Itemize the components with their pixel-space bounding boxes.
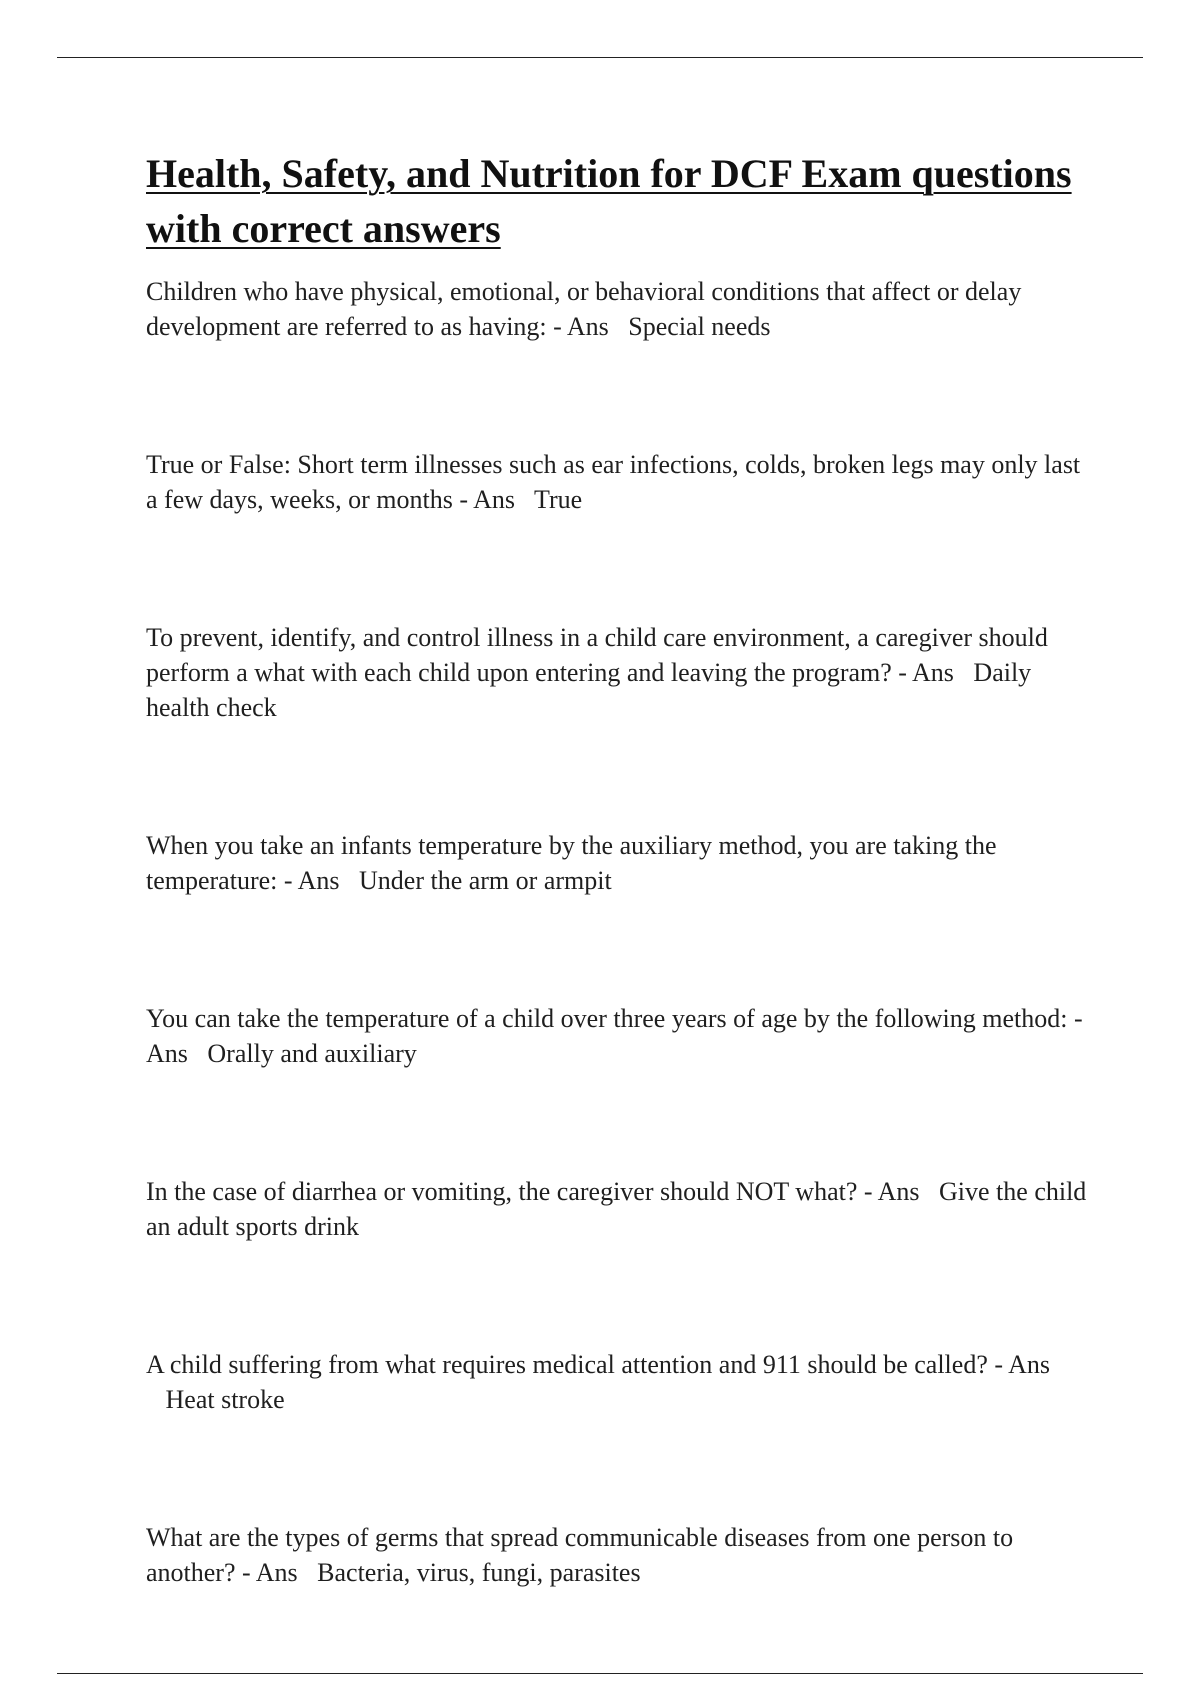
qa-item	[146, 447, 1096, 517]
answer-marker: - Ans	[863, 1177, 920, 1206]
document-body	[146, 146, 1096, 1590]
answer-text: Orally and auxiliary	[207, 1039, 417, 1068]
question-text: In the case of diarrhea or vomiting, the caregiver should NOT what?	[146, 1177, 858, 1206]
answer-text: Bacteria, virus, fungi, parasites	[317, 1558, 641, 1587]
answer-text: Special needs	[628, 312, 771, 341]
qa-item	[146, 1174, 1096, 1244]
answer-marker: - Ans	[242, 1558, 298, 1587]
answer-marker: - Ans	[994, 1350, 1050, 1379]
question-text: To prevent, identify, and control illness in a child care environment, a caregiver should perform a what with each child upon entering and leaving the program?	[146, 623, 1048, 687]
answer-text: Heat stroke	[165, 1385, 285, 1414]
qa-item	[146, 828, 1096, 898]
answer-marker: - Ans	[898, 658, 954, 687]
qa-item	[146, 620, 1096, 725]
question-text: When you take an infants temperature by the auxiliary method, you are taking the temperature:	[146, 831, 997, 895]
answer-marker: - Ans	[283, 866, 340, 895]
top-rule	[57, 57, 1143, 58]
question-text: True or False: Short term illnesses such as ear infections, colds, broken legs may only last a few days, weeks, or months	[146, 450, 1081, 514]
qa-item	[146, 1001, 1096, 1071]
question-text: You can take the temperature of a child over three years of age by the following method:	[146, 1004, 1068, 1033]
bottom-rule	[57, 1673, 1143, 1674]
question-text: Children who have physical, emotional, or behavioral conditions that affect or delay development are referred to as having:	[146, 277, 1022, 341]
answer-text: True	[534, 485, 583, 514]
answer-marker: - Ans	[553, 312, 609, 341]
question-text: A child suffering from what requires medical attention and 911 should be called?	[146, 1350, 988, 1379]
answer-text: Daily health check	[146, 658, 1032, 722]
qa-item	[146, 1347, 1096, 1417]
document-title: Health, Safety, and Nutrition for DCF Exam questions with correct answers	[146, 151, 1072, 251]
qa-item	[146, 1520, 1096, 1590]
answer-marker: - Ans	[459, 485, 515, 514]
question-text: What are the types of germs that spread communicable diseases from one person to another?	[146, 1523, 1014, 1587]
qa-item	[146, 274, 1096, 344]
answer-text: Give the child an adult sports drink	[146, 1177, 1087, 1241]
answer-text: Under the arm or armpit	[359, 866, 612, 895]
answer-marker: - Ans	[146, 1004, 1083, 1068]
